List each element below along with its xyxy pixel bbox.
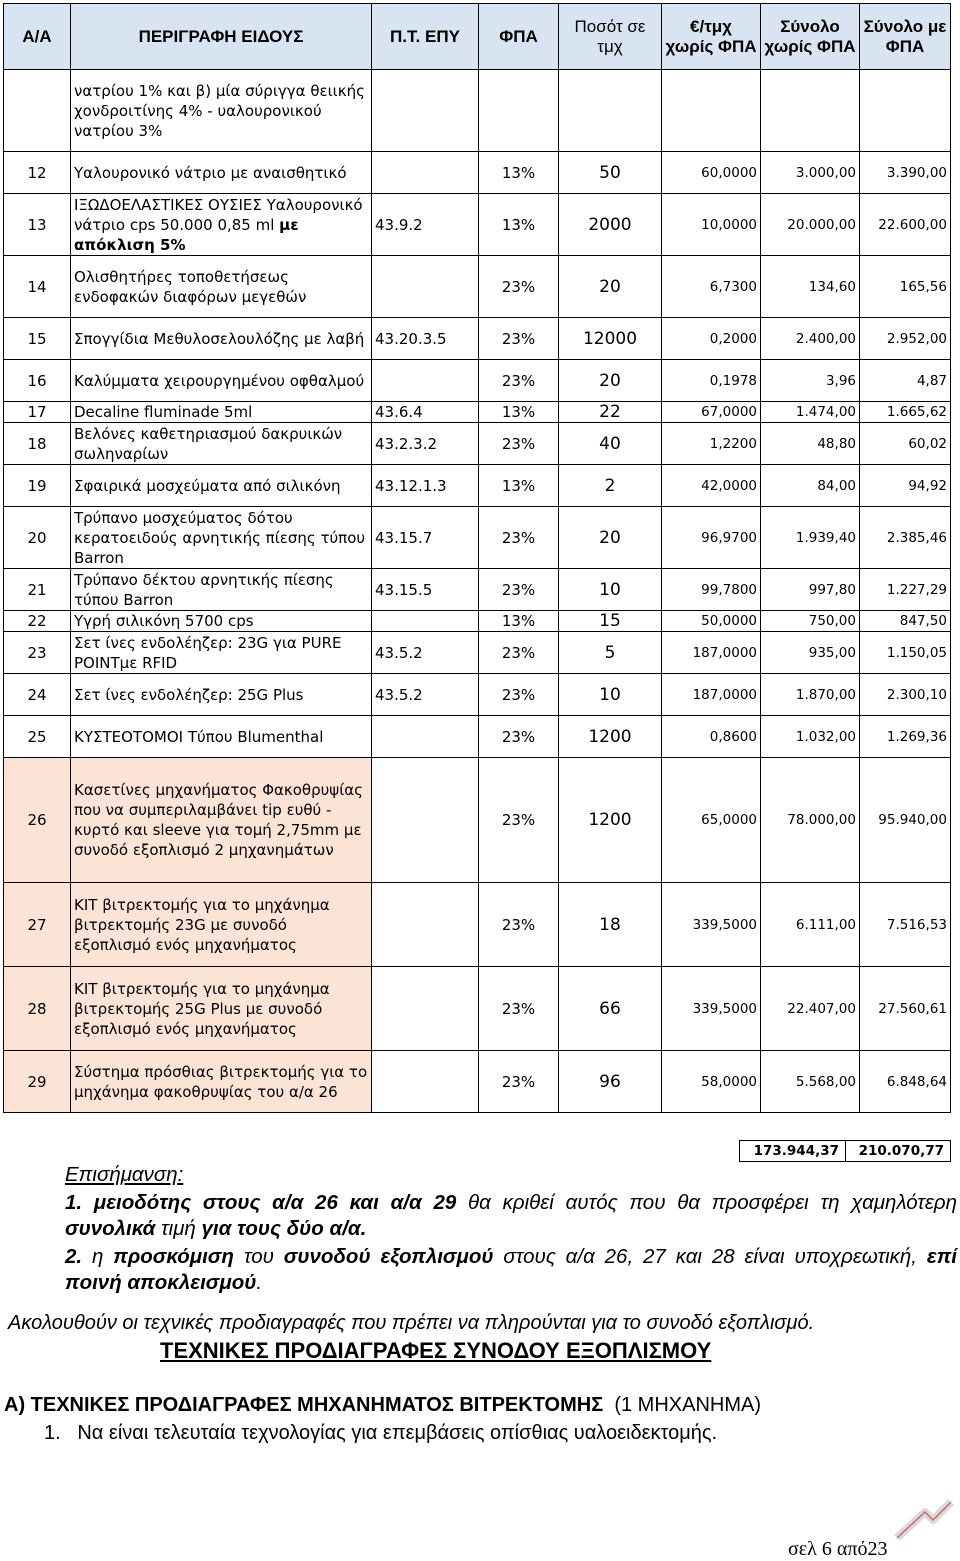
cell-description: Σφαιρικά μοσχεύματα από σιλικόνη — [71, 465, 372, 507]
cell-description: νατρίου 1% και β) μία σύριγγα θειικής χονδροιτίνης 4% - υαλουρονικού νατρίου 3% — [71, 70, 372, 152]
cell-quantity: 20 — [559, 507, 662, 569]
cell-description: ΚΙΤ βιτρεκτομής για το μηχάνημα βιτρεκτομής 25G Plus με συνοδό εξοπλισμό ενός μηχανήματος — [71, 967, 372, 1051]
table-row — [4, 758, 951, 883]
cell-description: Σπογγίδια Μεθυλοσελουλόζης με λαβή — [71, 318, 372, 360]
cell-total-no-vat: 78.000,00 — [761, 758, 860, 883]
cell-pt-epy — [372, 967, 479, 1051]
cell-aa: 12 — [4, 152, 71, 194]
cell-unit-price: 0,2000 — [662, 318, 761, 360]
cell-unit-price: 96,9700 — [662, 507, 761, 569]
cell-vat: 23% — [479, 632, 559, 674]
table-row — [4, 152, 951, 194]
cell-total-with-vat: 2.952,00 — [860, 318, 951, 360]
cell-vat: 13% — [479, 194, 559, 256]
table-header-row — [4, 4, 951, 70]
cell-total-with-vat: 27.560,61 — [860, 967, 951, 1051]
cell-pt-epy — [372, 883, 479, 967]
description-emphasis: με απόκλιση 5% — [74, 215, 299, 254]
cell-aa: 16 — [4, 360, 71, 402]
cell-pt-epy — [372, 611, 479, 632]
table-row — [4, 632, 951, 674]
cell-quantity: 20 — [559, 360, 662, 402]
cell-description: ΚΥΣΤΕΟΤΟΜΟΙ Τύπου Blumenthal — [71, 716, 372, 758]
cell-vat: 23% — [479, 1051, 559, 1113]
table-row — [4, 256, 951, 318]
table-row — [4, 507, 951, 569]
totals-table — [739, 1140, 951, 1162]
cell-total-with-vat: 94,92 — [860, 465, 951, 507]
cell-quantity: 96 — [559, 1051, 662, 1113]
cell-pt-epy: 43.20.3.5 — [372, 318, 479, 360]
cell-vat: 23% — [479, 716, 559, 758]
header-total-with-vat: Σύνολο με ΦΠΑ — [860, 4, 951, 70]
table-row — [4, 70, 951, 152]
cell-quantity: 10 — [559, 569, 662, 611]
cell-total-with-vat: 1.227,29 — [860, 569, 951, 611]
cell-total-no-vat: 134,60 — [761, 256, 860, 318]
cell-vat: 13% — [479, 465, 559, 507]
cell-pt-epy: 43.9.2 — [372, 194, 479, 256]
cell-vat: 23% — [479, 967, 559, 1051]
cell-total-with-vat: 2.385,46 — [860, 507, 951, 569]
page-corner-decoration — [893, 1498, 955, 1542]
cell-vat: 23% — [479, 256, 559, 318]
cell-vat: 23% — [479, 423, 559, 465]
cell-aa: 17 — [4, 402, 71, 423]
cell-unit-price: 0,1978 — [662, 360, 761, 402]
cell-quantity: 12000 — [559, 318, 662, 360]
cell-quantity: 18 — [559, 883, 662, 967]
cell-aa: 14 — [4, 256, 71, 318]
note-1: 1. μειοδότης στους α/α 26 και α/α 29 θα κριθεί αυτός που θα προσφέρει τη χαμηλότερη συνολικά τιμή για τους δύο α/α. — [65, 1191, 957, 1240]
table-row — [4, 611, 951, 632]
cell-description: Ολισθητήρες τοποθετήσεως ενδοφακών διαφόρων μεγεθών — [71, 256, 372, 318]
cell-pt-epy: 43.5.2 — [372, 674, 479, 716]
cell-description: Υγρή σιλικόνη 5700 cps — [71, 611, 372, 632]
cell-description: Σύστημα πρόσθιας βιτρεκτομής για το μηχάνημα φακοθρυψίας του α/α 26 — [71, 1051, 372, 1113]
cell-quantity: 40 — [559, 423, 662, 465]
cell-pt-epy: 43.15.7 — [372, 507, 479, 569]
cell-pt-epy — [372, 758, 479, 883]
cell-vat: 23% — [479, 883, 559, 967]
cell-total-no-vat: 6.111,00 — [761, 883, 860, 967]
cell-vat: 13% — [479, 152, 559, 194]
cell-description: ΙΞΩΔΟΕΛΑΣΤΙΚΕΣ ΟΥΣΙΕΣ Υαλουρονικό νάτριο cps 50.000 0,85 ml με απόκλιση 5% — [71, 194, 372, 256]
table-row — [4, 569, 951, 611]
cell-quantity: 22 — [559, 402, 662, 423]
table-row — [4, 194, 951, 256]
cell-unit-price: 339,5000 — [662, 883, 761, 967]
table-row — [4, 716, 951, 758]
cell-description: ΚΙΤ βιτρεκτομής για το μηχάνημα βιτρεκτομής 23G με συνοδό εξοπλισμό ενός μηχανήματος — [71, 883, 372, 967]
cell-quantity: 2000 — [559, 194, 662, 256]
cell-unit-price: 42,0000 — [662, 465, 761, 507]
cell-vat: 23% — [479, 318, 559, 360]
cell-total-no-vat: 1.032,00 — [761, 716, 860, 758]
cell-unit-price: 6,7300 — [662, 256, 761, 318]
cell-quantity: 5 — [559, 632, 662, 674]
cell-vat: 23% — [479, 360, 559, 402]
cell-pt-epy — [372, 360, 479, 402]
cell-pt-epy — [372, 256, 479, 318]
cell-aa: 28 — [4, 967, 71, 1051]
cell-total-with-vat: 165,56 — [860, 256, 951, 318]
cell-aa: 19 — [4, 465, 71, 507]
cell-vat: 23% — [479, 674, 559, 716]
cell-quantity: 2 — [559, 465, 662, 507]
cell-total-with-vat: 847,50 — [860, 611, 951, 632]
cell-quantity: 50 — [559, 152, 662, 194]
grand-total-with-vat: 210.070,77 — [846, 1141, 951, 1162]
cell-total-no-vat: 2.400,00 — [761, 318, 860, 360]
cell-unit-price: 50,0000 — [662, 611, 761, 632]
subsection-heading: Α) ΤΕΧΝΙΚΕΣ ΠΡΟΔΙΑΓΡΑΦΕΣ ΜΗΧΑΝΗΜΑΤΟΣ ΒΙΤΡΕΚΤΟΜΗΣ (1 ΜΗΧΑΝΗΜΑ) — [4, 1394, 762, 1416]
notes-heading: Επισήμανση: — [65, 1163, 184, 1186]
cell-pt-epy: 43.5.2 — [372, 632, 479, 674]
cell-aa: 21 — [4, 569, 71, 611]
cell-vat: 13% — [479, 611, 559, 632]
cell-description: Κασετίνες μηχανήματος Φακοθρυψίας που να συμπεριλαμβάνει tip ευθύ - κυρτό και sleeve για τομή 2,75mm με συνοδό εξοπλισμό 2 μηχανημάτων — [71, 758, 372, 883]
cell-aa: 20 — [4, 507, 71, 569]
cell-pt-epy — [372, 716, 479, 758]
cell-aa: 13 — [4, 194, 71, 256]
cell-quantity: 66 — [559, 967, 662, 1051]
cell-quantity: 1200 — [559, 758, 662, 883]
note-2: 2. η προσκόμιση του συνοδού εξοπλισμού στους α/α 26, 27 και 28 είναι υποχρεωτική, επί ποινή αποκλεισμού. — [65, 1245, 957, 1294]
cell-aa — [4, 70, 71, 152]
cell-unit-price: 1,2200 — [662, 423, 761, 465]
cell-description: Σετ ίνες ενδολέηζερ: 23G για PURE POINTμε RFID — [71, 632, 372, 674]
header-unit-price: €/τμχ χωρίς ΦΠΑ — [662, 4, 761, 70]
cell-unit-price: 99,7800 — [662, 569, 761, 611]
cell-description: Decaline fluminade 5ml — [71, 402, 372, 423]
cell-description: Τρύπανο μοσχεύματος δότου κερατοειδούς αρνητικής πίεσης τύπου Barron — [71, 507, 372, 569]
cell-total-with-vat: 1.269,36 — [860, 716, 951, 758]
cell-total-no-vat: 935,00 — [761, 632, 860, 674]
cell-pt-epy: 43.12.1.3 — [372, 465, 479, 507]
cell-aa: 26 — [4, 758, 71, 883]
cell-unit-price: 339,5000 — [662, 967, 761, 1051]
cell-total-with-vat: 7.516,53 — [860, 883, 951, 967]
cell-unit-price: 187,0000 — [662, 632, 761, 674]
cell-unit-price: 67,0000 — [662, 402, 761, 423]
page-number: σελ 6 από23 — [788, 1538, 888, 1560]
cell-description: Τρύπανο δέκτου αρνητικής πίεσης τύπου Barron — [71, 569, 372, 611]
cell-unit-price: 58,0000 — [662, 1051, 761, 1113]
cell-aa: 23 — [4, 632, 71, 674]
cell-total-no-vat: 22.407,00 — [761, 967, 860, 1051]
cell-pt-epy — [372, 152, 479, 194]
cell-total-no-vat: 3,96 — [761, 360, 860, 402]
header-pt-epy: Π.Τ. ΕΠΥ — [372, 4, 479, 70]
header-quantity: Ποσότ σε τμχ — [559, 4, 662, 70]
cell-total-no-vat: 48,80 — [761, 423, 860, 465]
cell-aa: 29 — [4, 1051, 71, 1113]
header-total-no-vat: Σύνολο χωρίς ΦΠΑ — [761, 4, 860, 70]
cell-pt-epy — [372, 1051, 479, 1113]
table-row — [4, 1051, 951, 1113]
cell-pt-epy: 43.15.5 — [372, 569, 479, 611]
grand-total-no-vat: 173.944,37 — [740, 1141, 846, 1162]
cell-aa: 27 — [4, 883, 71, 967]
cell-description: Σετ ίνες ενδολέηζερ: 25G Plus — [71, 674, 372, 716]
cell-total-no-vat: 997,80 — [761, 569, 860, 611]
cell-description: Βελόνες καθετηριασμού δακρυικών σωληναρίων — [71, 423, 372, 465]
header-vat: ΦΠΑ — [479, 4, 559, 70]
cell-total-with-vat: 3.390,00 — [860, 152, 951, 194]
cell-aa: 24 — [4, 674, 71, 716]
cell-total-no-vat: 750,00 — [761, 611, 860, 632]
table-row — [4, 465, 951, 507]
cell-quantity: 15 — [559, 611, 662, 632]
cell-total-no-vat: 84,00 — [761, 465, 860, 507]
cell-total-with-vat: 2.300,10 — [860, 674, 951, 716]
table-row — [4, 318, 951, 360]
cell-pt-epy: 43.2.3.2 — [372, 423, 479, 465]
table-row — [4, 402, 951, 423]
cell-total-no-vat: 1.474,00 — [761, 402, 860, 423]
cell-total-no-vat: 1.870,00 — [761, 674, 860, 716]
cell-total-with-vat: 6.848,64 — [860, 1051, 951, 1113]
header-aa: Α/Α — [4, 4, 71, 70]
items-table — [3, 3, 951, 1113]
section-title: ΤΕΧΝΙΚΕΣ ΠΡΟΔΙΑΓΡΑΦΕΣ ΣΥΝΟΔΟΥ ΕΞΟΠΛΙΣΜΟΥ — [160, 1338, 712, 1363]
cell-unit-price: 187,0000 — [662, 674, 761, 716]
cell-total-no-vat: 1.939,40 — [761, 507, 860, 569]
cell-vat: 13% — [479, 402, 559, 423]
cell-vat: 23% — [479, 569, 559, 611]
spec-item-1: 1. Να είναι τελευταία τεχνολογίας για επεμβάσεις οπίσθιας υαλοειδεκτομής. — [44, 1422, 718, 1444]
cell-aa: 25 — [4, 716, 71, 758]
header-description: ΠΕΡΙΓΡΑΦΗ ΕΙΔΟΥΣ — [71, 4, 372, 70]
cell-aa: 18 — [4, 423, 71, 465]
cell-aa: 15 — [4, 318, 71, 360]
cell-unit-price: 0,8600 — [662, 716, 761, 758]
cell-total-with-vat: 95.940,00 — [860, 758, 951, 883]
table-row — [4, 423, 951, 465]
cell-description: Καλύμματα χειρουργημένου οφθαλμού — [71, 360, 372, 402]
cell-quantity: 10 — [559, 674, 662, 716]
table-row — [4, 883, 951, 967]
cell-aa: 22 — [4, 611, 71, 632]
cell-unit-price: 60,0000 — [662, 152, 761, 194]
cell-unit-price: 10,0000 — [662, 194, 761, 256]
follow-text: Ακολουθούν οι τεχνικές προδιαγραφές που πρέπει να πληρούνται για το συνοδό εξοπλισμό. — [8, 1312, 815, 1334]
cell-total-no-vat: 5.568,00 — [761, 1051, 860, 1113]
table-row — [4, 967, 951, 1051]
cell-quantity: 20 — [559, 256, 662, 318]
cell-unit-price: 65,0000 — [662, 758, 761, 883]
cell-total-no-vat: 20.000,00 — [761, 194, 860, 256]
cell-vat: 23% — [479, 507, 559, 569]
cell-quantity: 1200 — [559, 716, 662, 758]
cell-total-with-vat: 4,87 — [860, 360, 951, 402]
cell-pt-epy: 43.6.4 — [372, 402, 479, 423]
cell-total-with-vat: 22.600,00 — [860, 194, 951, 256]
cell-vat: 23% — [479, 758, 559, 883]
cell-total-with-vat: 1.150,05 — [860, 632, 951, 674]
cell-description: Υαλουρονικό νάτριο με αναισθητικό — [71, 152, 372, 194]
table-row — [4, 360, 951, 402]
cell-total-with-vat: 1.665,62 — [860, 402, 951, 423]
table-row — [4, 674, 951, 716]
cell-total-with-vat: 60,02 — [860, 423, 951, 465]
cell-total-no-vat: 3.000,00 — [761, 152, 860, 194]
